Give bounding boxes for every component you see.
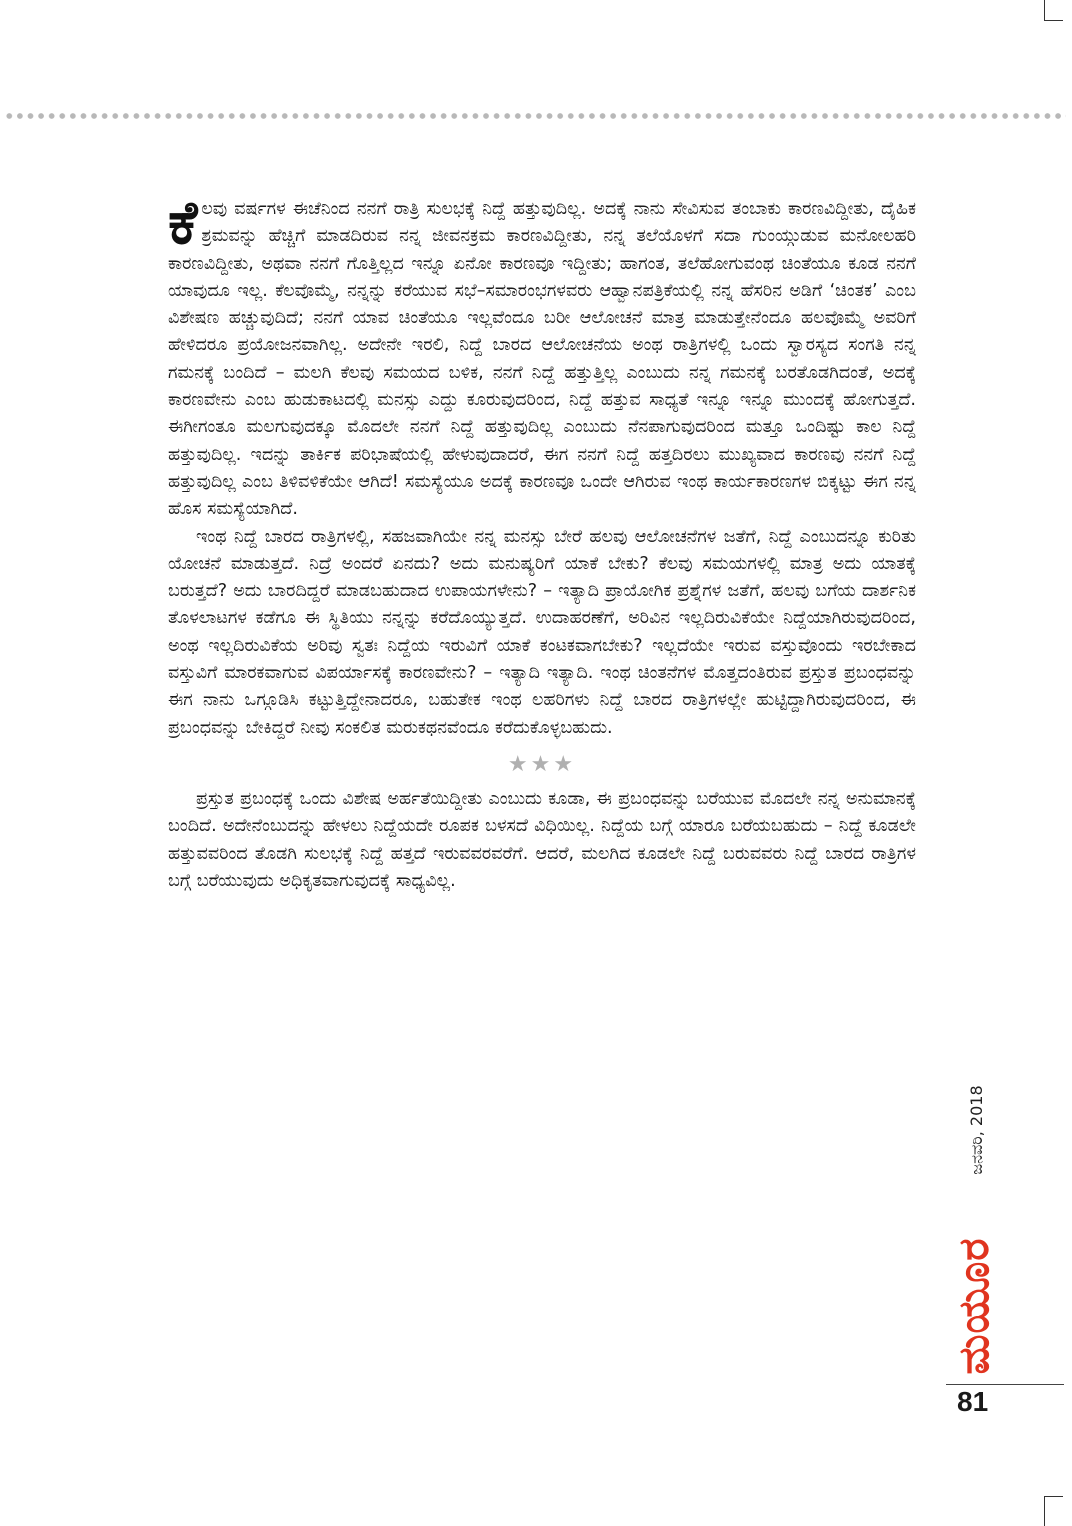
footer-rule: [946, 1384, 1064, 1385]
crop-mark-top-right: [1044, 0, 1063, 21]
magazine-logo: ಮಯೂರ: [949, 1237, 998, 1375]
dotted-rule: [4, 112, 1066, 120]
paragraph-2: ಇಂಥ ನಿದ್ದೆ ಬಾರದ ರಾತ್ರಿಗಳಲ್ಲಿ, ಸಹಜವಾಗಿಯೇ ನನ್ನ ಮನಸ್ಸು ಬೇರೆ ಹಲವು ಆಲೋಚನೆಗಳ ಜತೆಗೆ, ನಿದ್ದೆ ಎಂಬುದನ್ನೂ ಕುರಿತು ಯೋಚನೆ ಮಾಡುತ್ತದೆ. ನಿದ್ರೆ ಅಂದರೆ ಏನದು? ಅದು ಮನುಷ್ಯರಿಗೆ ಯಾಕೆ ಬೇಕು? ಕೆಲವು ಸಮಯಗಳಲ್ಲಿ ಮಾತ್ರ ಅದು ಯಾತಕ್ಕೆ ಬರುತ್ತದೆ? ಅದು ಬಾರದಿದ್ದರೆ ಮಾಡಬಹುದಾದ ಉಪಾಯಗಳೇನು? – ಇತ್ಯಾದಿ ಪ್ರಾಯೋಗಿಕ ಪ್ರಶ್ನೆಗಳ ಜತೆಗೆ, ಹಲವು ಬಗೆಯ ದಾರ್ಶನಿಕ ತೊಳಲಾಟಗಳ ಕಡೆಗೂ ಈ ಸ್ಥಿತಿಯು ನನ್ನನ್ನು ಕರೆದೊಯ್ಯುತ್ತದೆ. ಉದಾಹರಣೆಗೆ, ಅರಿವಿನ ಇಲ್ಲದಿರುವಿಕೆಯೇ ನಿದ್ದೆಯಾಗಿರುವುದರಿಂದ, ಅಂಥ ಇಲ್ಲದಿರುವಿಕೆಯ ಅರಿವು ಸ್ವತಃ ನಿದ್ದೆಯ ಇರುವಿಗೆ ಯಾಕೆ ಕಂಟಕವಾಗಬೇಕು? ಇಲ್ಲದೆಯೇ ಇರುವ ವಸ್ತುವೊಂದು ಇರಬೇಕಾದ ವಸ್ತುವಿಗೆ ಮಾರಕವಾಗುವ ವಿಪರ್ಯಾಸಕ್ಕೆ ಕಾರಣವೇನು? – ಇತ್ಯಾದಿ ಇತ್ಯಾದಿ. ಇಂಥ ಚಿಂತನೆಗಳ ಮೊತ್ತದಂತಿರುವ ಪ್ರಸ್ತುತ ಪ್ರಬಂಧವನ್ನು ಈಗ ನಾನು ಒಗ್ಗೂಡಿಸಿ ಕಟ್ಟುತ್ತಿದ್ದೇನಾದರೂ, ಬಹುತೇಕ ಇಂಥ ಲಹರಿಗಳು ನಿದ್ದೆ ಬಾರದ ರಾತ್ರಿಗಳಲ್ಲೇ ಹುಟ್ಟಿದ್ದಾಗಿರುವುದರಿಂದ, ಈ ಪ್ರಬಂಧವನ್ನು ಬೇಕಿದ್ದರೆ ನೀವು ಸಂಕಲಿತ ಮರುಕಥನವೆಂದೂ ಕರೆದುಕೊಳ್ಳಬಹುದು.: [168, 526, 916, 738]
issue-date: ಜನವರಿ, 2018: [967, 1085, 986, 1175]
article-body: [168, 188, 916, 895]
section-separator: ★★★: [507, 751, 577, 777]
paragraph-1: [168, 188, 916, 524]
page-number: 81: [957, 1386, 989, 1417]
drop-cap: ಕೆ: [168, 188, 198, 258]
crop-mark-bottom-right: [1044, 1496, 1063, 1526]
paragraph-1-text: ಲವು ವರ್ಷಗಳ ಈಚೆನಿಂದ ನನಗೆ ರಾತ್ರಿ ಸುಲಭಕ್ಕೆ ನಿದ್ದೆ ಹತ್ತುವುದಿಲ್ಲ. ಅದಕ್ಕೆ ನಾನು ಸೇವಿಸುವ ತಂಬಾಕು ಕಾರಣವಿದ್ದೀತು, ದೈಹಿಕ ಶ್ರಮವನ್ನು ಹೆಚ್ಚಿಗೆ ಮಾಡದಿರುವ ನನ್ನ ಜೀವನಕ್ರಮ ಕಾರಣವಿದ್ದೀತು, ನನ್ನ ತಲೆಯೊಳಗೆ ಸದಾ ಗುಂಯ್ಗುಡುವ ಮನೋಲಹರಿ ಕಾರಣವಿದ್ದೀತು, ಅಥವಾ ನನಗೆ ಗೊತ್ತಿಲ್ಲದ ಇನ್ನೂ ಏನೋ ಕಾರಣವೂ ಇದ್ದೀತು; ಹಾಗಂತ, ತಲೆಹೋಗುವಂಥ ಚಿಂತೆಯೂ ಕೂಡ ನನಗೆ ಯಾವುದೂ ಇಲ್ಲ. ಕೆಲವೊಮ್ಮೆ, ನನ್ನನ್ನು ಕರೆಯುವ ಸಭೆ–ಸಮಾರಂಭಗಳವರು ಆಹ್ವಾನಪತ್ರಿಕೆಯಲ್ಲಿ ನನ್ನ ಹೆಸರಿನ ಅಡಿಗೆ ‘ಚಿಂತಕ’ ಎಂಬ ವಿಶೇಷಣ ಹಚ್ಚುವುದಿದೆ; ನನಗೆ ಯಾವ ಚಿಂತೆಯೂ ಇಲ್ಲವೆಂದೂ ಬರೀ ಆಲೋಚನೆ ಮಾತ್ರ ಮಾಡುತ್ತೇನೆಂದೂ ಹಲವೊಮ್ಮೆ ಅವರಿಗೆ ಹೇಳಿದರೂ ಪ್ರಯೋಜನವಾಗಿಲ್ಲ. ಅದೇನೇ ಇರಲಿ, ನಿದ್ದೆ ಬಾರದ ಆಲೋಚನೆಯ ಅಂಥ ರಾತ್ರಿಗಳಲ್ಲಿ ಒಂದು ಸ್ವಾರಸ್ಯದ ಸಂಗತಿ ನನ್ನ ಗಮನಕ್ಕೆ ಬಂದಿದೆ – ಮಲಗಿ ಕೆಲವು ಸಮಯದ ಬಳಿಕ, ನನಗೆ ನಿದ್ದೆ ಹತ್ತುತ್ತಿಲ್ಲ ಎಂಬುದು ನನ್ನ ಗಮನಕ್ಕೆ ಬರತೊಡಗಿದಂತೆ, ಅದಕ್ಕೆ ಕಾರಣವೇನು ಎಂಬ ಹುಡುಕಾಟದಲ್ಲಿ ಮನಸ್ಸು ಎದ್ದು ಕೂರುವುದರಿಂದ, ನಿದ್ದೆ ಹತ್ತುವ ಸಾಧ್ಯತೆ ಇನ್ನೂ ಇನ್ನೂ ಮುಂದಕ್ಕೆ ಹೋಗುತ್ತದೆ. ಈಗೀಗಂತೂ ಮಲಗುವುದಕ್ಕೂ ಮೊದಲೇ ನನಗೆ ನಿದ್ದೆ ಹತ್ತುವುದಿಲ್ಲ ಎಂಬುದು ನೆನಪಾಗುವುದರಿಂದ ಮತ್ತೂ ಒಂದಿಷ್ಟು ಕಾಲ ನಿದ್ದೆ ಹತ್ತುವುದಿಲ್ಲ. ಇದನ್ನು ತಾರ್ಕಿಕ ಪರಿಭಾಷೆಯಲ್ಲಿ ಹೇಳುವುದಾದರೆ, ಈಗ ನನಗೆ ನಿದ್ದೆ ಹತ್ತದಿರಲು ಮುಖ್ಯವಾದ ಕಾರಣವು ನನಗೆ ನಿದ್ದೆ ಹತ್ತುವುದಿಲ್ಲ ಎಂಬ ತಿಳಿವಳಿಕೆಯೇ ಆಗಿದೆ! ಸಮಸ್ಯೆಯೂ ಅದಕ್ಕೆ ಕಾರಣವೂ ಒಂದೇ ಆಗಿರುವ ಇಂಥ ಕಾರ್ಯಕಾರಣಗಳ ಬಿಕ್ಕಟ್ಟು ಈಗ ನನ್ನ ಹೊಸ ಸಮಸ್ಯೆಯಾಗಿದೆ.: [168, 199, 916, 520]
paragraph-3: ಪ್ರಸ್ತುತ ಪ್ರಬಂಧಕ್ಕೆ ಒಂದು ವಿಶೇಷ ಅರ್ಹತೆಯಿದ್ದೀತು ಎಂಬುದು ಕೂಡಾ, ಈ ಪ್ರಬಂಧವನ್ನು ಬರೆಯುವ ಮೊದಲೇ ನನ್ನ ಅನುಮಾನಕ್ಕೆ ಬಂದಿದೆ. ಅದೇನೆಂಬುದನ್ನು ಹೇಳಲು ನಿದ್ದೆಯದೇ ರೂಪಕ ಬಳಸದೆ ವಿಧಿಯಿಲ್ಲ. ನಿದ್ದೆಯ ಬಗ್ಗೆ ಯಾರೂ ಬರೆಯಬಹುದು – ನಿದ್ದೆ ಕೂಡಲೇ ಹತ್ತುವವರಿಂದ ತೊಡಗಿ ಸುಲಭಕ್ಕೆ ನಿದ್ದೆ ಹತ್ತದೆ ಇರುವವರವರೆಗೆ. ಆದರೆ, ಮಲಗಿದ ಕೂಡಲೇ ನಿದ್ದೆ ಬರುವವರು ನಿದ್ದೆ ಬಾರದ ರಾತ್ರಿಗಳ ಬಗ್ಗೆ ಬರೆಯುವುದು ಅಧಿಕೃತವಾಗುವುದಕ್ಕೆ ಸಾಧ್ಯವಿಲ್ಲ.: [168, 788, 916, 891]
